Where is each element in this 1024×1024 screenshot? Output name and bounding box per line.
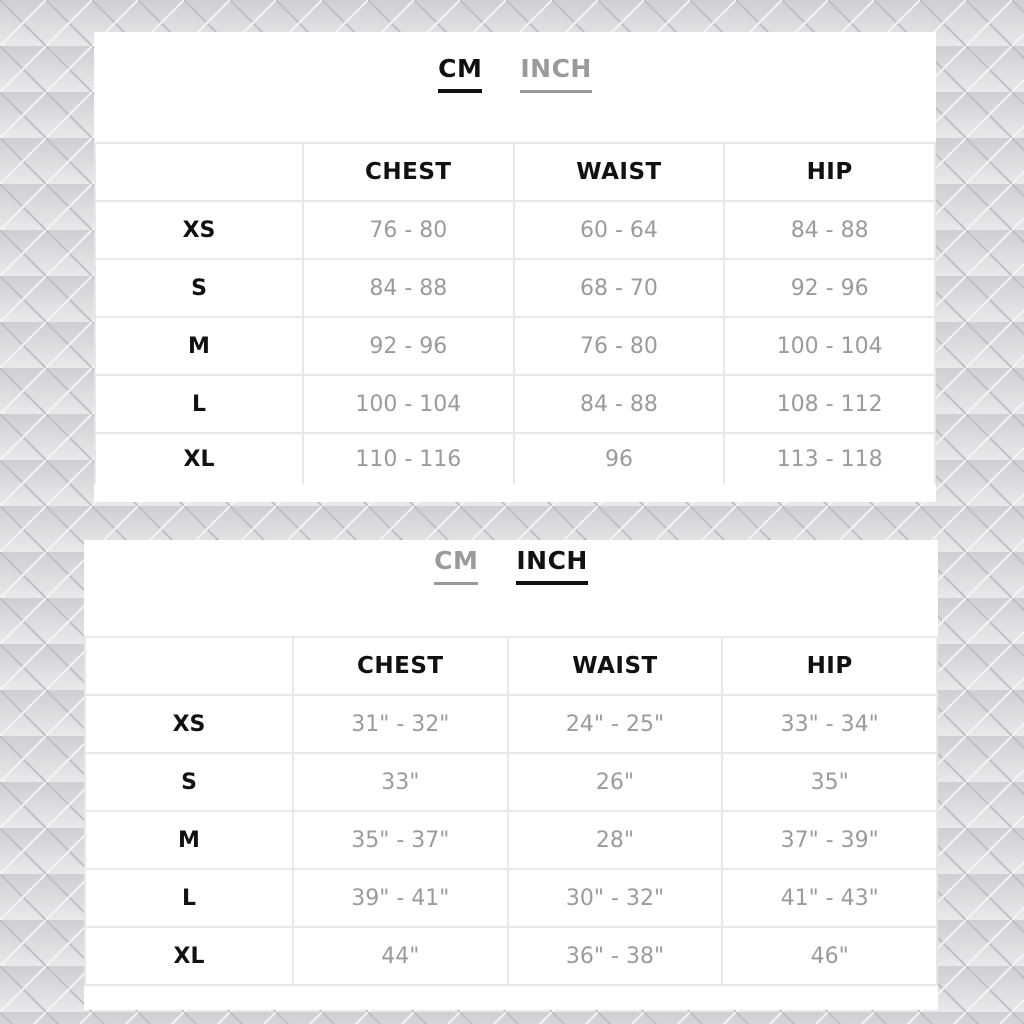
tab-cm[interactable]: CM xyxy=(434,546,478,585)
chest-value: 33" xyxy=(293,753,508,811)
header-waist: WAIST xyxy=(508,637,723,695)
size-chart-inch-panel xyxy=(84,540,938,1010)
waist-value: 60 - 64 xyxy=(514,201,725,259)
hip-value: 84 - 88 xyxy=(724,201,935,259)
hip-value: 35" xyxy=(722,753,937,811)
chest-value: 31" - 32" xyxy=(293,695,508,753)
header-corner xyxy=(95,143,303,201)
size-label: L xyxy=(95,375,303,433)
table-header-row xyxy=(95,143,935,201)
tab-cm[interactable]: CM xyxy=(438,54,482,93)
table-row xyxy=(95,201,935,259)
hip-value: 37" - 39" xyxy=(722,811,937,869)
size-label: M xyxy=(85,811,293,869)
chest-value: 35" - 37" xyxy=(293,811,508,869)
size-label: S xyxy=(95,259,303,317)
table-row xyxy=(85,927,937,985)
header-hip: HIP xyxy=(722,637,937,695)
waist-value: 24" - 25" xyxy=(508,695,723,753)
size-table-cm xyxy=(94,142,936,484)
tab-inch[interactable]: INCH xyxy=(516,546,588,585)
table-row xyxy=(95,433,935,484)
table-row xyxy=(95,375,935,433)
hip-value: 41" - 43" xyxy=(722,869,937,927)
waist-value: 68 - 70 xyxy=(514,259,725,317)
header-waist: WAIST xyxy=(514,143,725,201)
chest-value: 100 - 104 xyxy=(303,375,514,433)
header-chest: CHEST xyxy=(293,637,508,695)
waist-value: 26" xyxy=(508,753,723,811)
waist-value: 84 - 88 xyxy=(514,375,725,433)
hip-value: 113 - 118 xyxy=(724,433,935,484)
size-label: XL xyxy=(95,433,303,484)
size-table-inch xyxy=(84,636,938,986)
tab-inch[interactable]: INCH xyxy=(520,54,592,93)
waist-value: 96 xyxy=(514,433,725,484)
chest-value: 76 - 80 xyxy=(303,201,514,259)
header-chest: CHEST xyxy=(303,143,514,201)
hip-value: 46" xyxy=(722,927,937,985)
size-chart-cm-panel xyxy=(94,32,936,502)
size-label: S xyxy=(85,753,293,811)
chest-value: 92 - 96 xyxy=(303,317,514,375)
waist-value: 76 - 80 xyxy=(514,317,725,375)
header-hip: HIP xyxy=(724,143,935,201)
table-row xyxy=(85,811,937,869)
size-label: XL xyxy=(85,927,293,985)
waist-value: 36" - 38" xyxy=(508,927,723,985)
hip-value: 92 - 96 xyxy=(724,259,935,317)
header-corner xyxy=(85,637,293,695)
size-label: XS xyxy=(85,695,293,753)
unit-tabs xyxy=(94,54,936,93)
chest-value: 84 - 88 xyxy=(303,259,514,317)
hip-value: 33" - 34" xyxy=(722,695,937,753)
table-row xyxy=(85,753,937,811)
waist-value: 30" - 32" xyxy=(508,869,723,927)
waist-value: 28" xyxy=(508,811,723,869)
hip-value: 108 - 112 xyxy=(724,375,935,433)
chest-value: 44" xyxy=(293,927,508,985)
table-row xyxy=(95,317,935,375)
size-label: XS xyxy=(95,201,303,259)
unit-tabs xyxy=(84,546,938,585)
table-row xyxy=(85,869,937,927)
size-label: M xyxy=(95,317,303,375)
table-row xyxy=(85,695,937,753)
table-row xyxy=(95,259,935,317)
hip-value: 100 - 104 xyxy=(724,317,935,375)
chest-value: 110 - 116 xyxy=(303,433,514,484)
chest-value: 39" - 41" xyxy=(293,869,508,927)
size-label: L xyxy=(85,869,293,927)
table-header-row xyxy=(85,637,937,695)
